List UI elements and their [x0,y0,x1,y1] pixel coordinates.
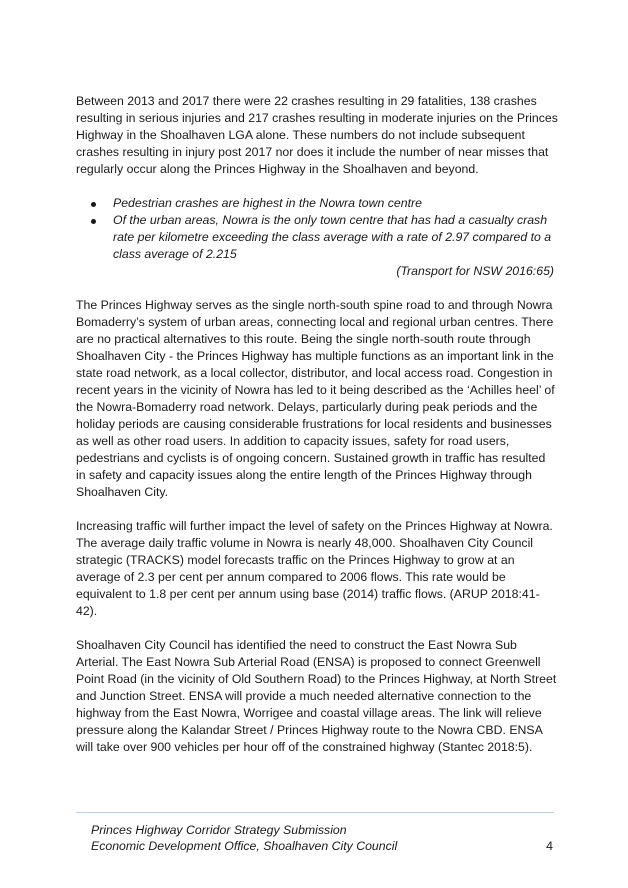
citation: (Transport for NSW 2016:65) [396,264,554,278]
paragraph-crash-statistics: Between 2013 and 2017 there were 22 crashes resulting in 29 fatalities, 138 crashes resulting in serious injuries and 217 crashes resulting in moderate injuries on the Princes Highway in the Shoalhaven LGA alone. These numbers do not include subsequent crashes resulting in injury post 2017 nor does it include the number of near misses that regularly occur along the Princes Highway in the Shoalhaven and beyond. [76,94,558,176]
list-item: Pedestrian crashes are highest in the Nowra town centre [76,195,558,212]
bullet-list [76,195,558,263]
bullet-icon [91,219,96,224]
list-item: Of the urban areas, Nowra is the only town centre that has had a casualty crash rate per kilometre exceeding the class average with a rate of 2.97 compared to a class average of 2.215 [76,212,558,263]
paragraph-spine-road: The Princes Highway serves as the single north-south spine road to and through Nowra Bomaderry’s system of urban areas, connecting local and regional urban centres. There are no practical alternatives to this route. Being the single north-south route through Shoalhaven City - the Princes Highway has multiple functions as an important link in the state road network, as a local collector, distributor, and local access road. Congestion in recent years in the vicinity of Nowra has led to it being described as the ‘Achilles heel’ of the Nowra-Bomaderry road network. Delays, particularly during peak periods and the holiday periods are causing considerable frustrations for local residents and businesses as well as other road users. In addition to capacity issues, safety for road users, pedestrians and cyclists is of ongoing concern. Sustained growth in traffic has resulted in safety and capacity issues along the entire length of the Princes Highway through Shoalhaven City. [76,298,555,499]
page-footer [91,822,557,854]
page-number: 4 [546,839,553,853]
footer-title: Princes Highway Corridor Strategy Submission [91,823,347,837]
document-body [76,93,558,756]
footer-office: Economic Development Office, Shoalhaven City Council [91,839,398,853]
bullet-icon [91,202,96,207]
footer-divider [76,812,554,813]
paragraph-traffic-forecast: Increasing traffic will further impact the level of safety on the Princes Highway at Nowra. The average daily traffic volume in Nowra is nearly 48,000. Shoalhaven City Council strategic (TRACKS) model forecasts traffic on the Princes Highway to grow at an average of 2.3 per cent per annum compared to 2006 flows. This rate would be equivalent to 1.8 per cent per annum using base (2014) traffic flows. (ARUP 2018:41-42). [76,519,553,618]
paragraph-ensa: Shoalhaven City Council has identified the need to construct the East Nowra Sub Arterial. The East Nowra Sub Arterial Road (ENSA) is proposed to connect Greenwell Point Road (in the vicinity of Old Southern Road) to the Princes Highway, at North Street and Junction Street. ENSA will provide a much needed alternative connection to the highway from the East Nowra, Worrigee and coastal village areas. The link will relieve pressure along the Kalandar Street / Princes Highway route to the Nowra CBD. ENSA will take over 900 vehicles per hour off of the constrained highway (Stantec 2018:5). [76,638,557,754]
